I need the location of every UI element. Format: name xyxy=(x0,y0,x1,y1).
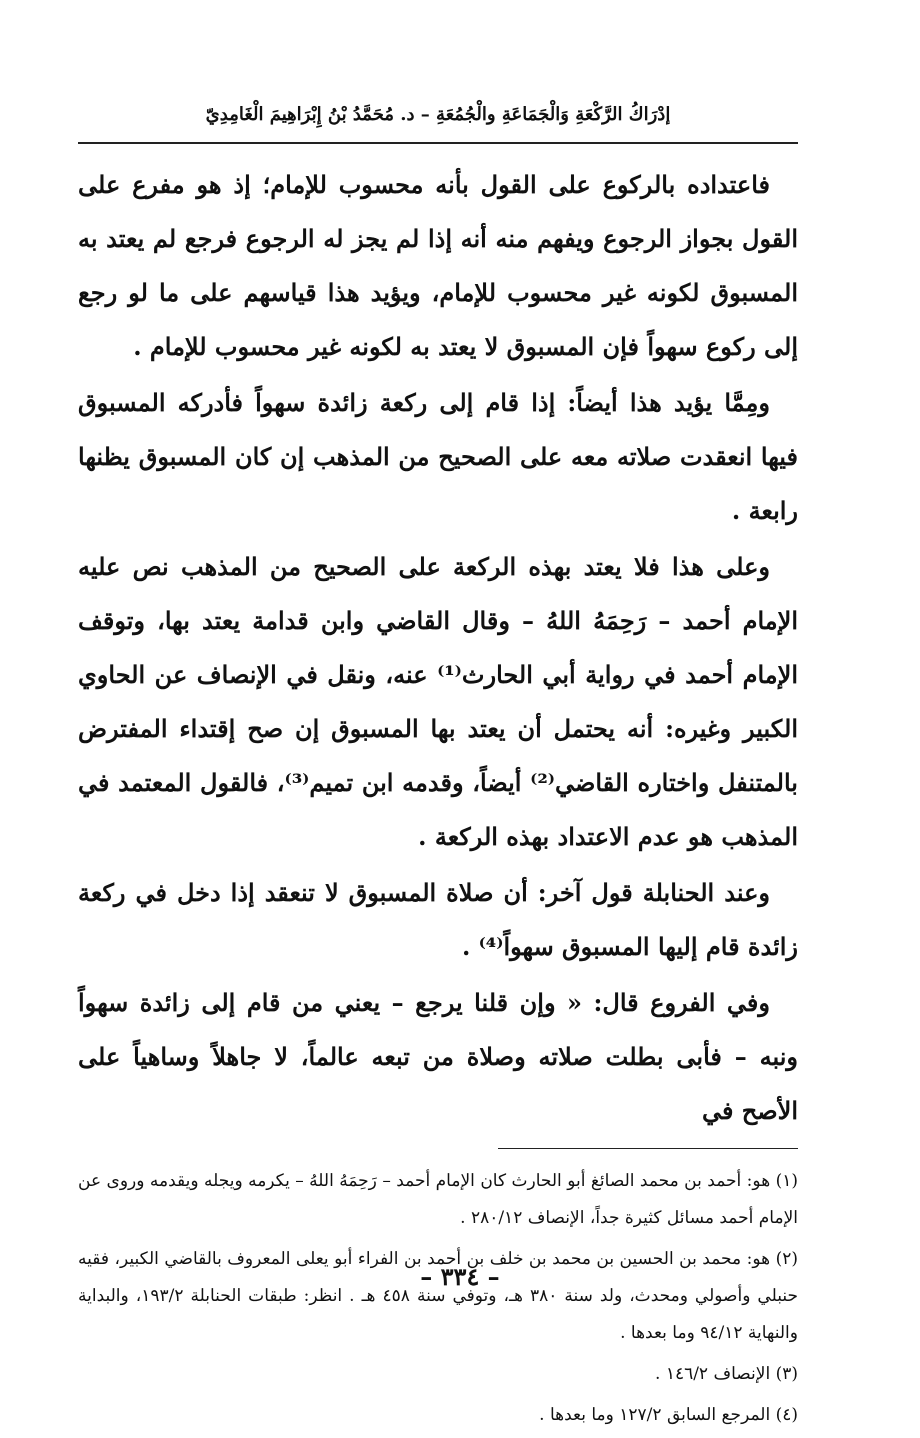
page-number: – ٣٣٤ – xyxy=(420,1262,500,1291)
footnotes xyxy=(78,1163,798,1434)
paragraph: وفي الفروع قال: « وإن قلنا يرجع – يعني من قام إلى زائدة سهواً ونبه – فأبى بطلت صلاته وصلاة من تبعه عالماً، لا جاهلاً وساهياً على الأصح في xyxy=(78,988,798,1125)
paragraph: ومِمَّا يؤيد هذا أيضاً: إذا قام إلى ركعة زائدة سهواً فأدركه المسبوق فيها انعقدت صلاته معه على الصحيح من المذهب إن كان المسبوق يظنها رابعة . xyxy=(78,388,798,525)
paragraph: فاعتداده بالركوع على القول بأنه محسوب للإمام؛ إذ هو مفرع على القول بجواز الرجوع ويفهم منه أنه إذا لم يجز له الرجوع فرجع لم يعتد به المسبوق لكونه غير محسوب للإمام، ويؤيد هذا قياسهم على ما لو رجع إلى ركوع سهواً فإن المسبوق لا يعتد به لكونه غير محسوب للإمام . xyxy=(78,170,798,361)
paragraph: وعند الحنابلة قول آخر: أن صلاة المسبوق لا تنعقد إذا دخل في ركعة زائدة قام إليها المسبوق سهواً⁽⁴⁾ . xyxy=(78,878,798,961)
header-rule xyxy=(78,142,798,144)
running-header-title: إدْرَاكُ الرَّكْعَةِ وَالْجَمَاعَةِ والْجُمُعَةِ – د. مُحَمَّدُ بْنُ إِبْرَاهِيمَ الْغَامِدِيّ xyxy=(205,104,671,125)
book-page xyxy=(78,100,798,1438)
footnote: (٣) الإنصاف ١٤٦/٢ . xyxy=(655,1364,798,1384)
paragraph: وعلى هذا فلا يعتد بهذه الركعة على الصحيح من المذهب نص عليه الإمام أحمد – رَحِمَهُ اللهُ – وقال القاضي وابن قدامة يعتد بها، وتوقف الإمام أحمد في رواية أبي الحارث⁽¹⁾ عنه، ونقل في الإنصاف عن الحاوي الكبير وغيره: أنه يحتمل أن يعتد بها المسبوق إن صح إقتداء المفترض بالمتنفل واختاره القاضي⁽²⁾ أيضاً، وقدمه ابن تميم⁽³⁾، فالقول المعتمد في المذهب هو عدم الاعتداد بهذه الركعة . xyxy=(78,552,798,851)
footnote: (٢) هو: محمد بن الحسين بن محمد بن خلف بن أحمد بن الفراء أبو يعلى المعروف بالقاضي الكبير، فقيه حنبلي وأصولي ومحدث، ولد سنة ٣٨٠ هـ، وتوفي سنة ٤٥٨ هـ . انظر: طبقات الحنابلة ١٩٣/٢، والبداية والنهاية ٩٤/١٢ وما بعدها . xyxy=(78,1249,798,1343)
footnote: (١) هو: أحمد بن محمد الصائغ أبو الحارث كان الإمام أحمد – رَحِمَهُ اللهُ – يكرمه ويجله ويقدمه وروى عن الإمام أحمد مسائل كثيرة جداً، الإنصاف ٢٨٠/١٢ . xyxy=(78,1171,798,1228)
footnote-separator xyxy=(498,1148,798,1149)
main-text xyxy=(78,158,798,1138)
footnote: (٤) المرجع السابق ١٢٧/٢ وما بعدها . xyxy=(539,1405,798,1425)
